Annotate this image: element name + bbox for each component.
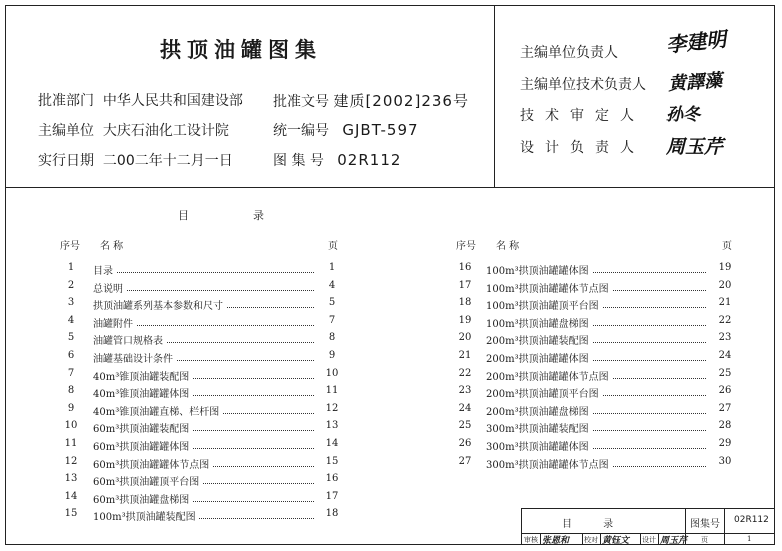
toc-row-name: 油罐基础设计条件	[93, 350, 176, 365]
toc-row	[62, 438, 341, 454]
toc-row-page: 25	[718, 367, 732, 379]
toc-row	[456, 350, 734, 366]
approval-doc-label: 批准文号	[273, 94, 329, 110]
atlas-no-label: 图 集 号	[273, 153, 324, 169]
toc-row-number: 6	[67, 350, 75, 361]
toc-row-page: 28	[718, 420, 732, 432]
toc-row-page: 8	[328, 332, 336, 344]
toc-row-page: 18	[325, 508, 339, 520]
toc-row-number: 13	[64, 473, 78, 485]
toc-row-page: 29	[718, 438, 732, 449]
toc-row-name: 60m³拱顶油罐顶平台图	[93, 473, 202, 488]
toc-row-name: 拱顶油罐系列基本参数和尺寸	[93, 297, 226, 312]
toc-row-page: 12	[325, 402, 339, 414]
toc-row-page: 21	[718, 297, 732, 309]
impl-date	[38, 150, 233, 170]
page-value: 1	[747, 535, 752, 543]
signature-chief-tech: 黄譯藻	[667, 70, 723, 95]
check-signature: 黄钰文	[602, 536, 630, 546]
review-label: 审核	[524, 536, 538, 544]
toc-row-number: 19	[458, 314, 472, 326]
toc-row-number: 12	[64, 455, 78, 467]
toc-row	[62, 473, 341, 489]
toc-row	[456, 385, 734, 401]
toc-row-page: 17	[325, 490, 339, 502]
toc-row-name: 目录	[93, 262, 116, 277]
toc-row-name: 200m³拱顶油罐盘梯图	[486, 403, 592, 418]
toc-row-number: 27	[458, 455, 472, 467]
toc-row	[62, 262, 341, 278]
toc-row-page: 14	[325, 438, 339, 449]
toc-row-page: 9	[328, 350, 336, 361]
approval-dept-label: 批准部门	[38, 93, 94, 109]
toc-row	[456, 368, 734, 384]
resp-tech-review: 技术审定人	[520, 108, 645, 124]
unified-no-label: 统一编号	[273, 123, 329, 139]
toc-row-page: 23	[718, 332, 732, 344]
toc-row-number: 17	[458, 279, 472, 291]
resp-design-lead: 设计负责人	[520, 140, 645, 156]
toc-row-number: 24	[458, 402, 472, 414]
atlas-no-value: 02R112	[337, 151, 402, 169]
approval-doc-value: 建质[2002]236号	[333, 92, 469, 110]
toc-row-leader	[93, 290, 314, 291]
review-signature: 张恩和	[542, 536, 570, 546]
toc-row	[456, 456, 734, 472]
editor-unit	[38, 120, 229, 140]
toc-row	[456, 315, 734, 331]
signature-chief-unit: 李建明	[665, 26, 728, 58]
toc-row-number: 5	[67, 332, 75, 344]
toc-row-number: 23	[458, 385, 472, 397]
title-block-atlas-value: 02R112	[734, 515, 769, 525]
resp-chief-tech: 主编单位技术负责人	[520, 77, 646, 93]
toc-row	[62, 420, 341, 436]
toc-row-name: 100m³拱顶油罐顶平台图	[486, 297, 602, 312]
toc-row	[62, 315, 341, 331]
toc-row-number: 21	[458, 350, 472, 361]
approval-doc	[273, 90, 469, 111]
title-block	[521, 508, 775, 545]
toc-row	[62, 456, 341, 472]
toc-row-number: 7	[67, 367, 75, 379]
header-vertical-divider	[494, 5, 495, 187]
toc-row-name: 200m³拱顶油罐顶平台图	[486, 385, 602, 400]
toc-row	[62, 350, 341, 366]
toc-row	[62, 403, 341, 419]
editor-unit-value: 大庆石油化工设计院	[102, 123, 229, 139]
header-divider	[5, 187, 775, 188]
toc-row-page: 10	[325, 367, 339, 379]
toc-row-name: 60m³拱顶油罐罐体图	[93, 438, 192, 453]
toc-row-number: 22	[458, 367, 472, 379]
toc-row	[456, 420, 734, 436]
toc-row-name: 油罐附件	[93, 315, 136, 330]
toc-row-page: 5	[328, 297, 336, 309]
toc-row-name: 40m³锥顶油罐装配图	[93, 368, 192, 383]
toc-row	[456, 262, 734, 278]
toc-row-name: 300m³拱顶油罐罐体节点图	[486, 456, 612, 471]
unified-no-value: GJBT-597	[342, 121, 419, 139]
toc-row-number: 15	[64, 508, 78, 520]
toc-left-col-no: 序号	[60, 241, 80, 252]
toc-row	[456, 297, 734, 313]
toc-row-page: 7	[328, 314, 336, 326]
toc-row-page: 24	[718, 350, 732, 361]
toc-row	[62, 508, 341, 524]
toc-row-number: 1	[67, 262, 75, 273]
impl-date-value: 二00二年十二月一日	[102, 153, 233, 169]
toc-row-number: 9	[67, 402, 75, 414]
signature-tech-review: 孙冬	[666, 105, 700, 125]
title-block-atlas-label: 图集号	[690, 519, 720, 530]
toc-row-name: 100m³拱顶油罐盘梯图	[486, 315, 592, 330]
toc-row	[456, 438, 734, 454]
toc-title-left: 目	[178, 209, 189, 222]
editor-unit-label: 主编单位	[38, 123, 94, 139]
title-block-name: 目 录	[562, 519, 628, 530]
toc-row-page: 11	[325, 385, 339, 397]
toc-row-number: 14	[64, 490, 78, 502]
toc-row	[62, 491, 341, 507]
toc-row-name: 60m³拱顶油罐盘梯图	[93, 491, 192, 506]
toc-row-page: 16	[325, 473, 339, 485]
toc-right-col-name: 名 称	[496, 241, 520, 252]
toc-row-number: 2	[67, 279, 75, 291]
toc-row-number: 25	[458, 420, 472, 432]
toc-row	[62, 280, 341, 296]
unified-no	[273, 120, 419, 140]
toc-row-name: 200m³拱顶油罐装配图	[486, 332, 592, 347]
atlas-no	[273, 150, 401, 170]
toc-row	[62, 385, 341, 401]
toc-row-name: 200m³拱顶油罐罐体图	[486, 350, 592, 365]
toc-row-number: 4	[67, 314, 75, 326]
toc-row-leader	[93, 272, 314, 273]
toc-row-number: 3	[67, 297, 75, 309]
toc-row-page: 20	[718, 279, 732, 291]
toc-row-page: 19	[718, 262, 732, 273]
toc-right-col-page: 页	[722, 241, 732, 252]
toc-left-col-name: 名 称	[100, 241, 124, 252]
toc-row-name: 300m³拱顶油罐罐体图	[486, 438, 592, 453]
signature-design-lead: 周玉芹	[666, 136, 724, 158]
toc-row-name: 100m³拱顶油罐罐体图	[486, 262, 592, 277]
toc-row-page: 27	[718, 402, 732, 414]
toc-row	[62, 332, 341, 348]
toc-title-right: 录	[253, 209, 264, 222]
toc-row-page: 4	[328, 279, 336, 291]
toc-row-name: 300m³拱顶油罐装配图	[486, 420, 592, 435]
toc-row-page: 22	[718, 314, 732, 326]
toc-row-name: 100m³拱顶油罐罐体节点图	[486, 280, 612, 295]
toc-row-name: 100m³拱顶油罐装配图	[93, 508, 199, 523]
toc-row-number: 11	[64, 438, 78, 449]
toc-row-page: 15	[325, 455, 339, 467]
toc-row-number: 26	[458, 438, 472, 449]
design-label: 设计	[642, 536, 656, 544]
toc-row	[456, 403, 734, 419]
resp-chief-unit: 主编单位负责人	[520, 45, 618, 61]
toc-row-name: 40m³锥顶油罐直梯、栏杆图	[93, 403, 222, 418]
toc-left-col-page: 页	[328, 241, 338, 252]
toc-row	[62, 368, 341, 384]
toc-row-name: 油罐管口规格表	[93, 332, 166, 347]
approval-dept	[38, 90, 243, 110]
toc-row-name: 200m³拱顶油罐罐体节点图	[486, 368, 612, 383]
design-signature: 周玉芹	[660, 536, 688, 546]
impl-date-label: 实行日期	[38, 153, 94, 169]
toc-row	[456, 332, 734, 348]
toc-row	[62, 297, 341, 313]
toc-right-col-no: 序号	[456, 241, 476, 252]
check-label: 校对	[584, 536, 598, 544]
toc-row-number: 20	[458, 332, 472, 344]
toc-row-name: 40m³锥顶油罐罐体图	[93, 385, 192, 400]
toc-row-page: 26	[718, 385, 732, 397]
toc-row-name: 总说明	[93, 280, 126, 295]
toc-row-page: 13	[325, 420, 339, 432]
toc-row-page: 30	[718, 455, 732, 467]
toc-row-number: 16	[458, 262, 472, 273]
toc-row-name: 60m³拱顶油罐装配图	[93, 420, 192, 435]
toc-row-page: 1	[328, 262, 336, 273]
toc-row-number: 8	[67, 385, 75, 397]
toc-row-name: 60m³拱顶油罐罐体节点图	[93, 456, 212, 471]
toc-row-number: 18	[458, 297, 472, 309]
toc-row	[456, 280, 734, 296]
toc-row-number: 10	[64, 420, 78, 432]
page-label: 页	[701, 536, 708, 544]
atlas-title: 拱顶油罐图集	[160, 38, 322, 62]
approval-dept-value: 中华人民共和国建设部	[102, 93, 243, 109]
